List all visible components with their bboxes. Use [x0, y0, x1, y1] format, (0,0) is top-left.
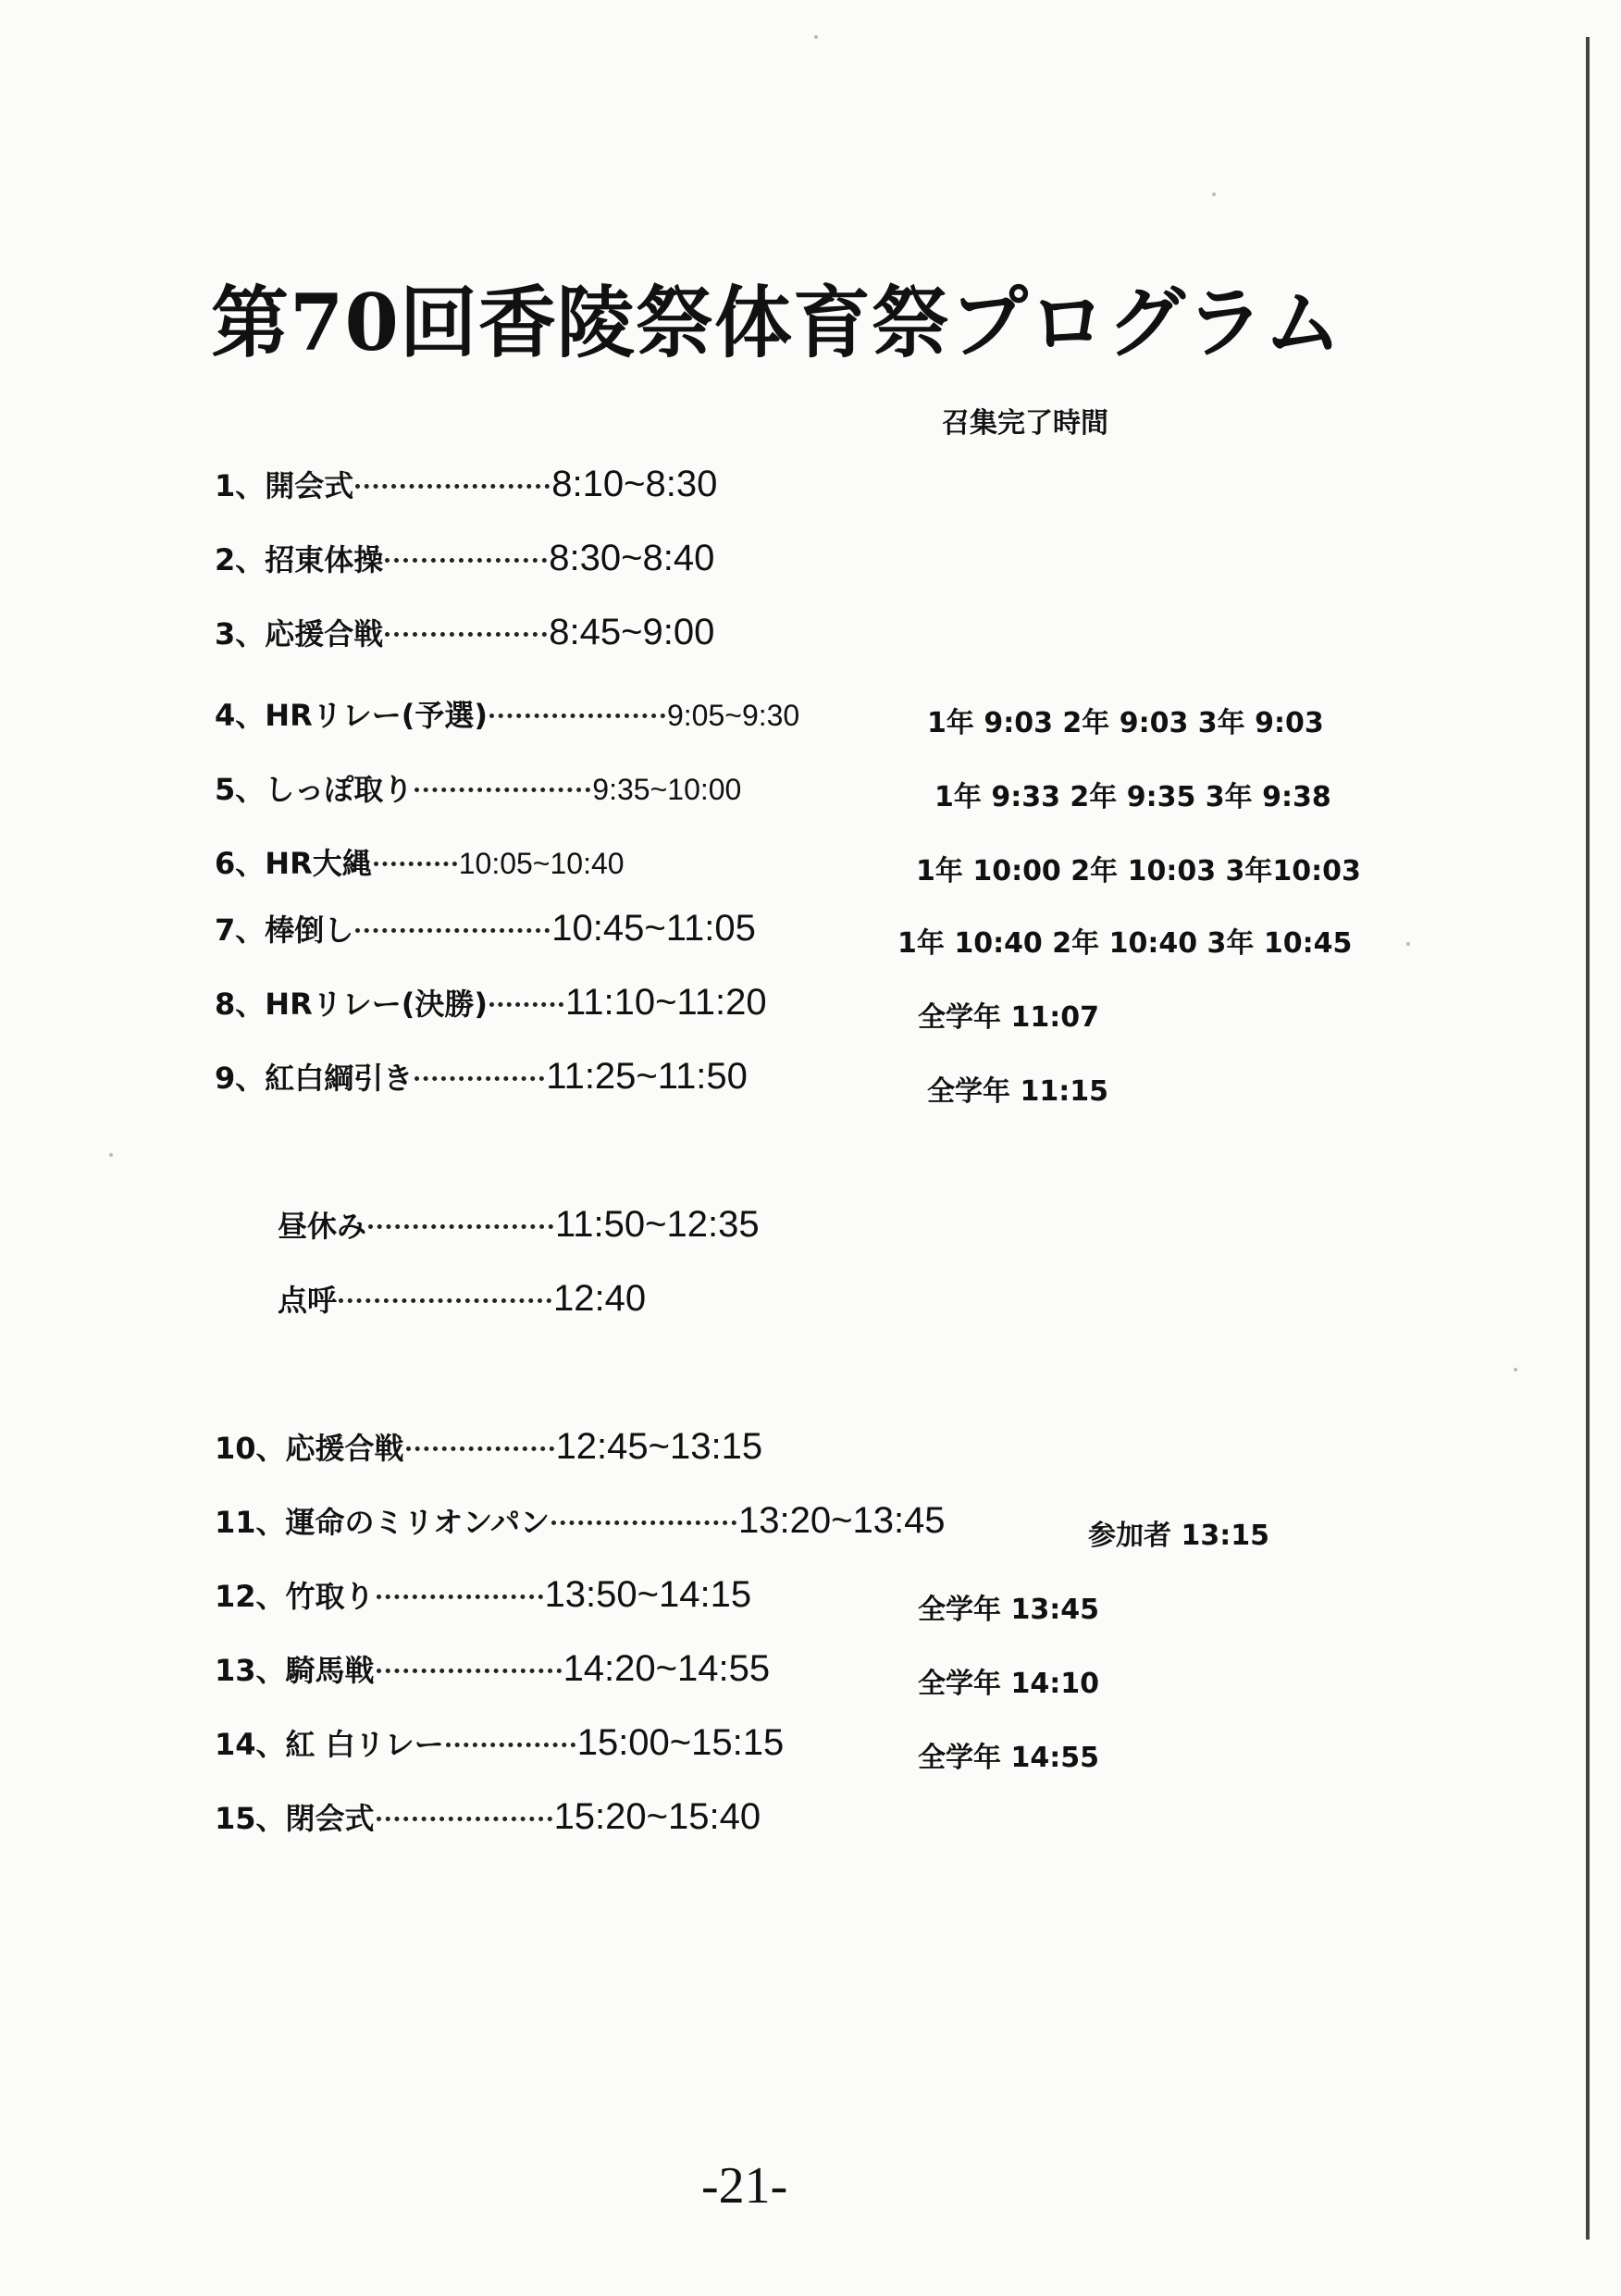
event-name: 紅 白リレー [285, 1727, 444, 1762]
event-row [215, 1647, 1417, 1700]
event-time: 12:45~13:15 [555, 1426, 763, 1467]
call-time: 1年 10:00 2年 10:03 3年10:03 [916, 855, 1361, 887]
event-name: 開会式 [265, 468, 354, 503]
dot-leader [377, 1817, 552, 1821]
event-time: 10:05~10:40 [458, 847, 625, 880]
dot-leader [374, 862, 457, 866]
event-number: 4、 [215, 698, 266, 733]
break-time: 11:50~12:35 [555, 1204, 760, 1245]
dot-leader [368, 1224, 553, 1229]
event-time: 9:05~9:30 [666, 699, 800, 732]
event-time: 10:45~11:05 [551, 908, 756, 949]
event-number: 11、 [215, 1505, 286, 1540]
call-time: 1年 9:33 2年 9:35 3年 9:38 [934, 781, 1331, 813]
event-row [215, 537, 714, 579]
event-time: 11:10~11:20 [564, 982, 767, 1023]
event-number: 15、 [215, 1801, 286, 1836]
break-row [278, 1277, 646, 1320]
event-name: 運命のミリオンパン [285, 1505, 550, 1540]
event-name: 招東体操 [265, 542, 384, 577]
dot-leader [355, 928, 550, 933]
dot-leader [377, 1669, 562, 1673]
page-number: -21- [701, 2157, 788, 2215]
scan-speck [109, 1153, 113, 1157]
event-row [215, 1795, 761, 1838]
event-time: 8:30~8:40 [549, 538, 715, 578]
page-edge-line [1586, 37, 1590, 2240]
dot-leader [489, 714, 665, 718]
event-time: 15:00~15:15 [576, 1722, 785, 1763]
event-name: HR大縄 [265, 846, 372, 881]
call-time: 全学年 11:15 [927, 1075, 1108, 1108]
event-row [215, 907, 1417, 960]
event-number: 8、 [215, 987, 266, 1022]
event-number: 9、 [215, 1061, 266, 1096]
event-number: 3、 [215, 616, 266, 652]
break-name: 点呼 [278, 1283, 338, 1318]
event-name: 棒倒し [265, 912, 354, 948]
break-row [278, 1203, 760, 1246]
event-time: 13:50~14:15 [544, 1574, 752, 1615]
dot-leader [406, 1446, 554, 1451]
event-name: 応援合戦 [285, 1431, 404, 1466]
event-number: 6、 [215, 846, 266, 881]
dot-leader [355, 484, 550, 489]
event-row [215, 1573, 1417, 1626]
call-time: 全学年 11:07 [918, 1001, 1099, 1034]
call-time: 1年 10:40 2年 10:40 3年 10:45 [897, 927, 1353, 960]
call-time-header: 召集完了時間 [942, 407, 1108, 440]
event-row [215, 463, 717, 505]
dot-leader [377, 1595, 543, 1599]
event-name: 竹取り [285, 1579, 375, 1614]
scan-speck [814, 35, 818, 39]
scan-speck [1212, 192, 1216, 196]
event-time: 11:25~11:50 [546, 1056, 748, 1097]
event-time: 8:10~8:30 [551, 464, 718, 504]
event-name: HRリレー(予選) [265, 698, 488, 733]
break-time: 12:40 [553, 1278, 647, 1319]
dot-leader [415, 1076, 544, 1081]
call-time: 参加者 13:15 [1088, 1520, 1269, 1552]
event-time: 14:20~14:55 [563, 1648, 771, 1689]
dot-leader [415, 788, 590, 792]
event-name: 応援合戦 [265, 616, 384, 652]
event-number: 2、 [215, 542, 266, 577]
page-title: 第70回香陵祭体育祭プログラム [211, 277, 1343, 368]
event-name: 騎馬戦 [285, 1653, 375, 1688]
event-row [215, 840, 1417, 887]
event-row [215, 692, 1417, 739]
event-name: しっぽ取り [265, 772, 414, 807]
event-number: 12、 [215, 1579, 286, 1614]
dot-leader [385, 632, 547, 637]
event-name: 紅白綱引き [265, 1061, 414, 1096]
event-time: 15:20~15:40 [553, 1796, 761, 1837]
dot-leader [489, 1002, 563, 1007]
event-row [215, 1721, 1417, 1774]
event-number: 10、 [215, 1431, 286, 1466]
dot-leader [385, 558, 547, 563]
dot-leader [339, 1298, 551, 1303]
call-time: 全学年 14:55 [918, 1742, 1099, 1774]
event-number: 13、 [215, 1653, 286, 1688]
dot-leader [551, 1520, 736, 1525]
event-number: 5、 [215, 772, 266, 807]
call-time: 1年 9:03 2年 9:03 3年 9:03 [927, 707, 1324, 739]
event-time: 9:35~10:00 [592, 773, 742, 806]
event-row [215, 611, 714, 653]
break-name: 昼休み [278, 1209, 367, 1244]
event-number: 1、 [215, 468, 266, 503]
event-time: 8:45~9:00 [549, 612, 715, 652]
scan-speck [1514, 1368, 1517, 1371]
event-number: 7、 [215, 912, 266, 948]
call-time: 全学年 14:10 [918, 1668, 1099, 1700]
call-time: 全学年 13:45 [918, 1594, 1099, 1626]
event-row [215, 981, 1417, 1034]
dot-leader [446, 1743, 575, 1747]
event-row [215, 1499, 1417, 1552]
event-row [215, 1425, 762, 1468]
event-row [215, 1055, 1417, 1108]
event-name: 閉会式 [285, 1801, 375, 1836]
event-number: 14、 [215, 1727, 286, 1762]
event-name: HRリレー(決勝) [265, 987, 488, 1022]
event-time: 13:20~13:45 [738, 1500, 946, 1541]
event-row [215, 766, 1417, 813]
